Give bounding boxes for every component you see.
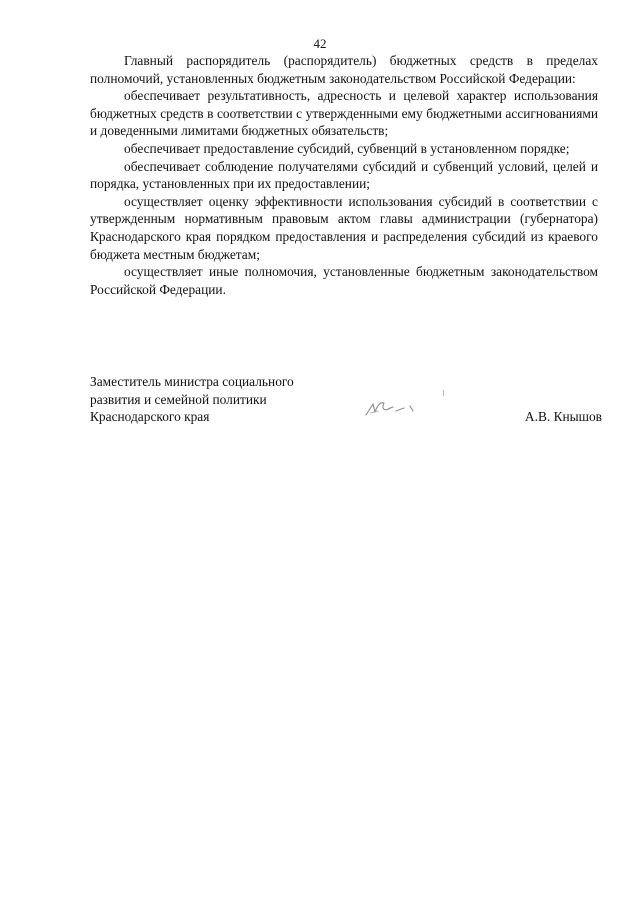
- paragraph-evaluation: осуществляет оценку эффективности использования субсидий в соответствии с утвержденным нормативным правовым актом главы администрации (губернатора) Краснодарского края порядком предоставления и распределения субсидий из краевого бюджета местным бюджетам;: [90, 193, 598, 262]
- signer-name: А.В. Кнышов: [524, 409, 602, 424]
- signer-title: [90, 373, 350, 426]
- paragraph-subsidies: обеспечивает предоставление субсидий, субвенций в установленном порядке;: [124, 140, 570, 156]
- signer-title-line: Краснодарского края: [90, 409, 210, 425]
- signature-block: [90, 373, 602, 433]
- page-number: 42: [313, 36, 327, 51]
- paragraph-other-powers: осуществляет иные полномочия, установленные бюджетным законодательством Российской Федерации.: [90, 264, 598, 297]
- handwritten-signature: [362, 395, 422, 419]
- signer-title-line: Заместитель министра социального: [90, 374, 294, 389]
- signer-title-line: развития и семейной политики: [90, 391, 267, 407]
- paragraph-results: обеспечивает результативность, адресность и целевой характер использования бюджетных средств в соответствии с утвержденными ему бюджетными ассигнованиями и доведенными лимитами бюджетных обязательств;: [90, 88, 598, 139]
- paragraph-intro: Главный распорядитель (распорядитель) бюджетных средств в пределах полномочий, установленных бюджетным законодательством Российской Федерации:: [90, 53, 598, 86]
- document-body: [90, 52, 598, 298]
- paragraph-compliance: обеспечивает соблюдение получателями субсидий и субвенций условий, целей и порядка, установленных при их предоставлении;: [90, 158, 598, 192]
